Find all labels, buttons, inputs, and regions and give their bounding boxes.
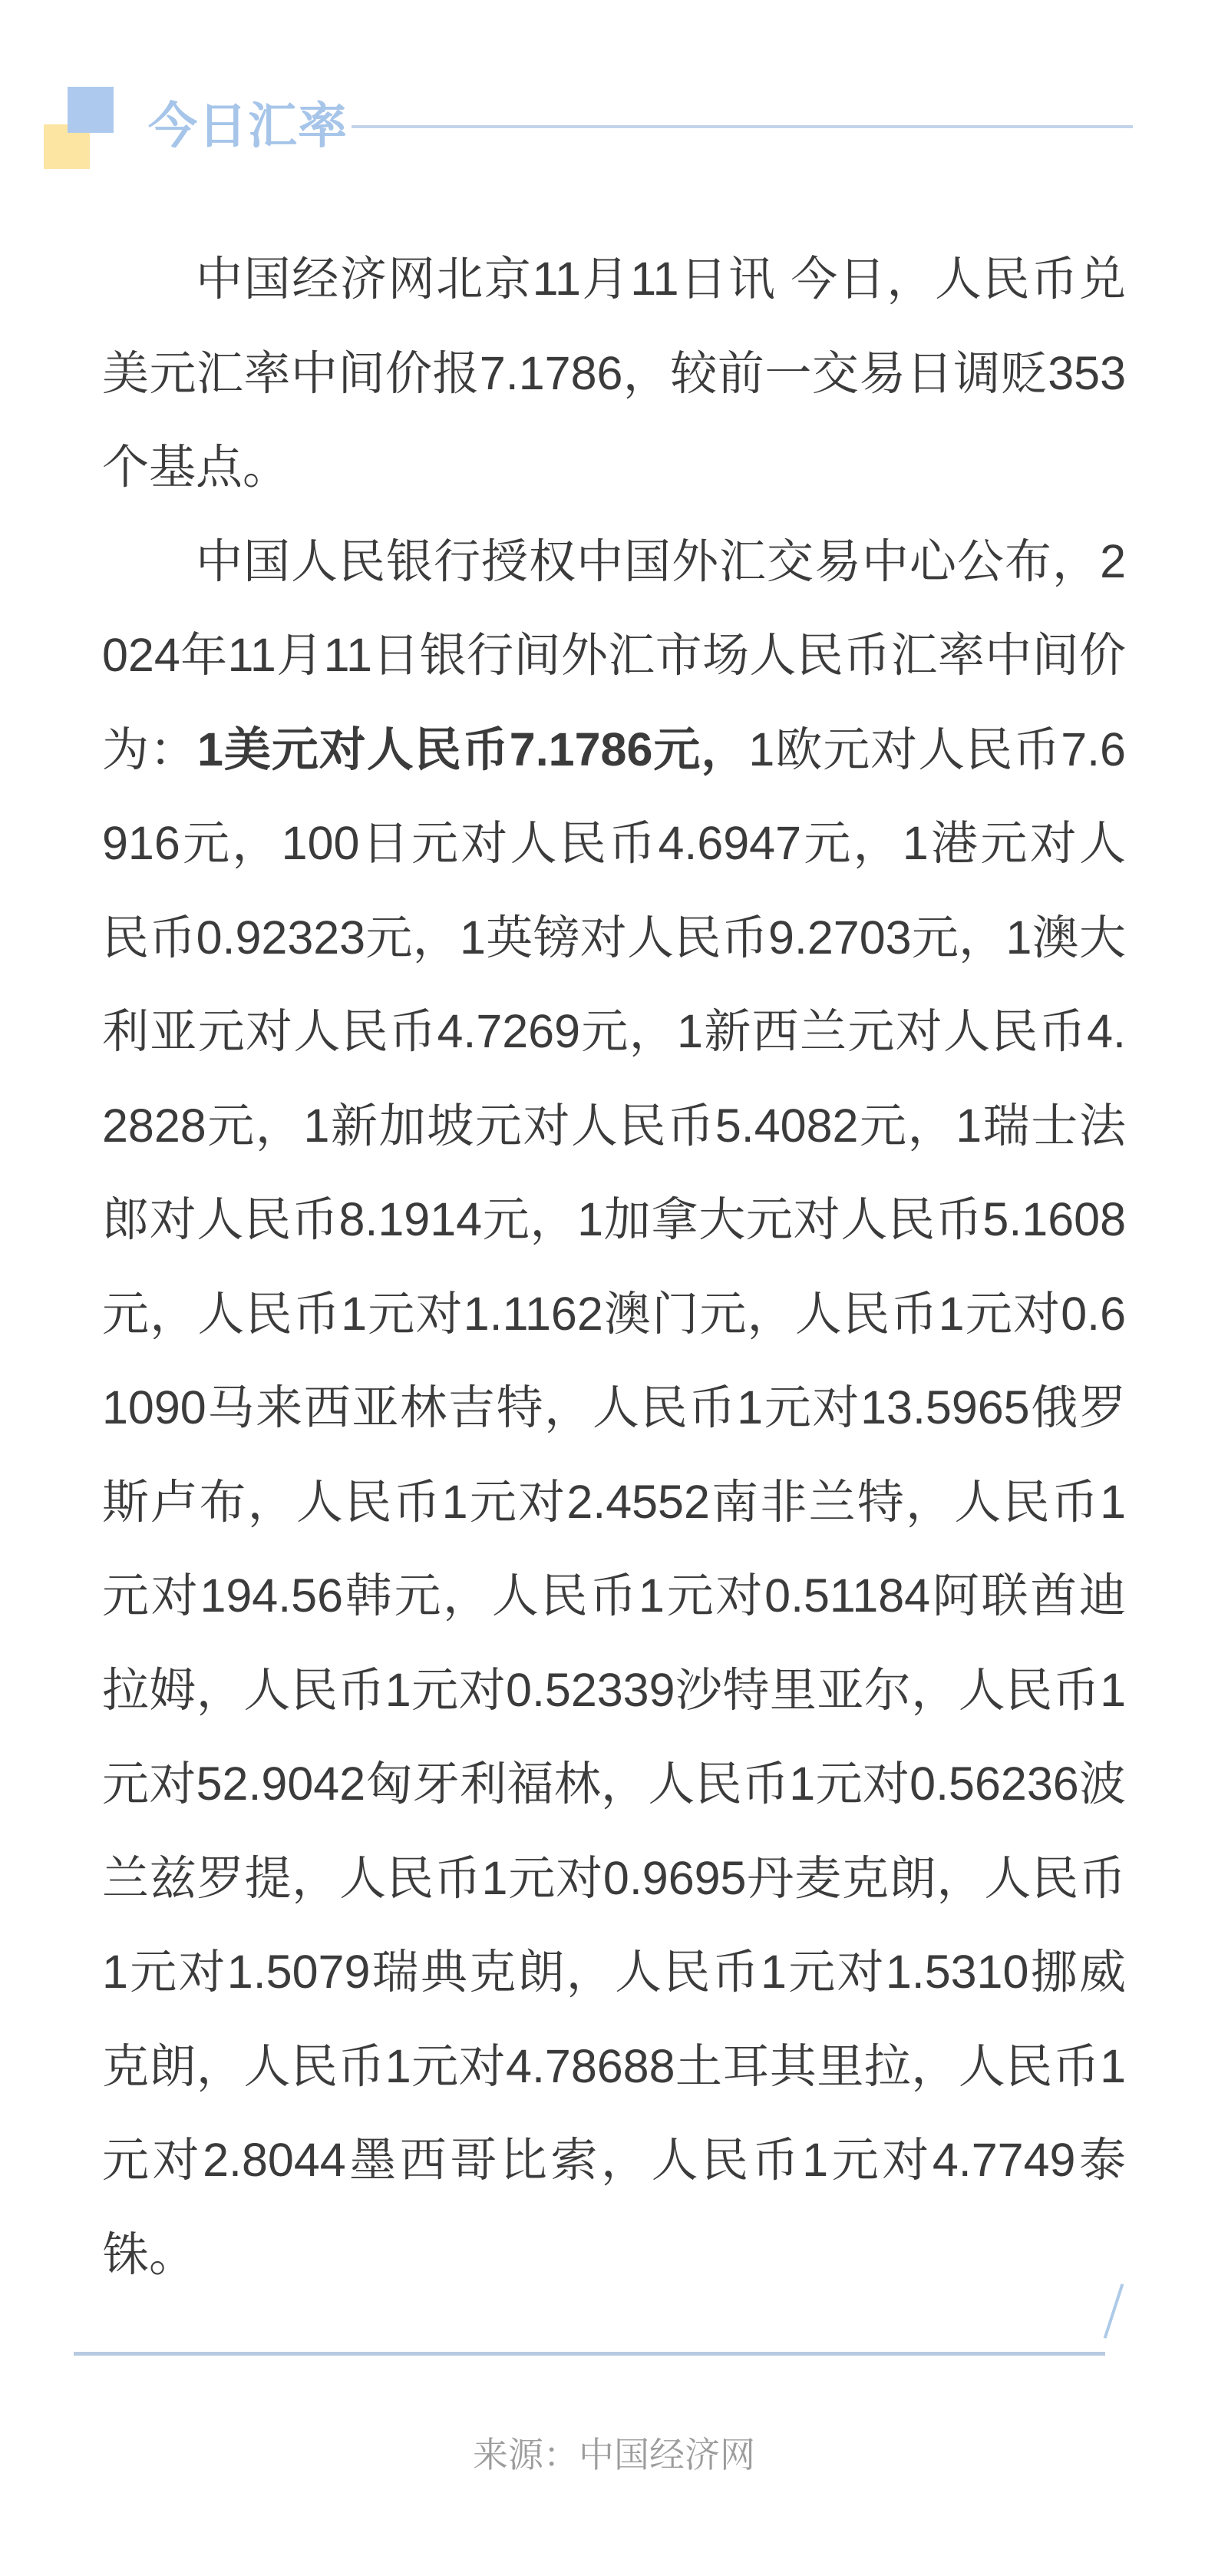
page-title: 今日汇率 (148, 98, 348, 154)
paragraph-rates (102, 514, 1126, 2302)
rates-text-before-bold: 中国人民银行授权中国外汇交易中心公布，2024年11月11日银行间外汇市场人民币汇率中间价为： (102, 534, 1126, 775)
header-divider (352, 125, 1133, 128)
article-body (102, 232, 1126, 2301)
rates-text-after-bold: 1欧元对人民币7.6916元，100日元对人民币4.6947元，1港元对人民币0.92323元，1英镑对人民币9.2703元，1澳大利亚元对人民币4.7269元，1新西兰元对人民币4.2828元，1新加坡元对人民币5.4082元，1瑞士法郎对人民币8.1914元，1加拿大元对人民币5.1608元，人民币1元对1.1162澳门元，人民币1元对0.61090马来西亚林吉特，人民币1元对13.5965俄罗斯卢布，人民币1元对2.4552南非兰特，人民币1元对194.56韩元，人民币1元对0.51184阿联酋迪拉姆，人民币1元对0.52339沙特里亚尔，人民币1元对52.9042匈牙利福林，人民币1元对0.56236波兰兹罗提，人民币1元对0.9695丹麦克朗，人民币1元对1.5079瑞典克朗，人民币1元对1.5310挪威克朗，人民币1元对4.78688土耳其里拉，人民币1元对2.8044墨西哥比索，人民币1元对4.7749泰铢。 (102, 723, 1126, 2280)
footer-divider (74, 2352, 1105, 2356)
usd-rate-bold-text: 1美元对人民币7.1786元， (196, 723, 749, 775)
source-label: 来源：中国经济网 (473, 2435, 755, 2475)
decorative-square-blue-icon (68, 87, 114, 133)
paragraph-lead: 中国经济网北京11月11日讯 今日，人民币兑美元汇率中间价报7.1786，较前一交易日调贬353个基点。 (102, 253, 1126, 493)
